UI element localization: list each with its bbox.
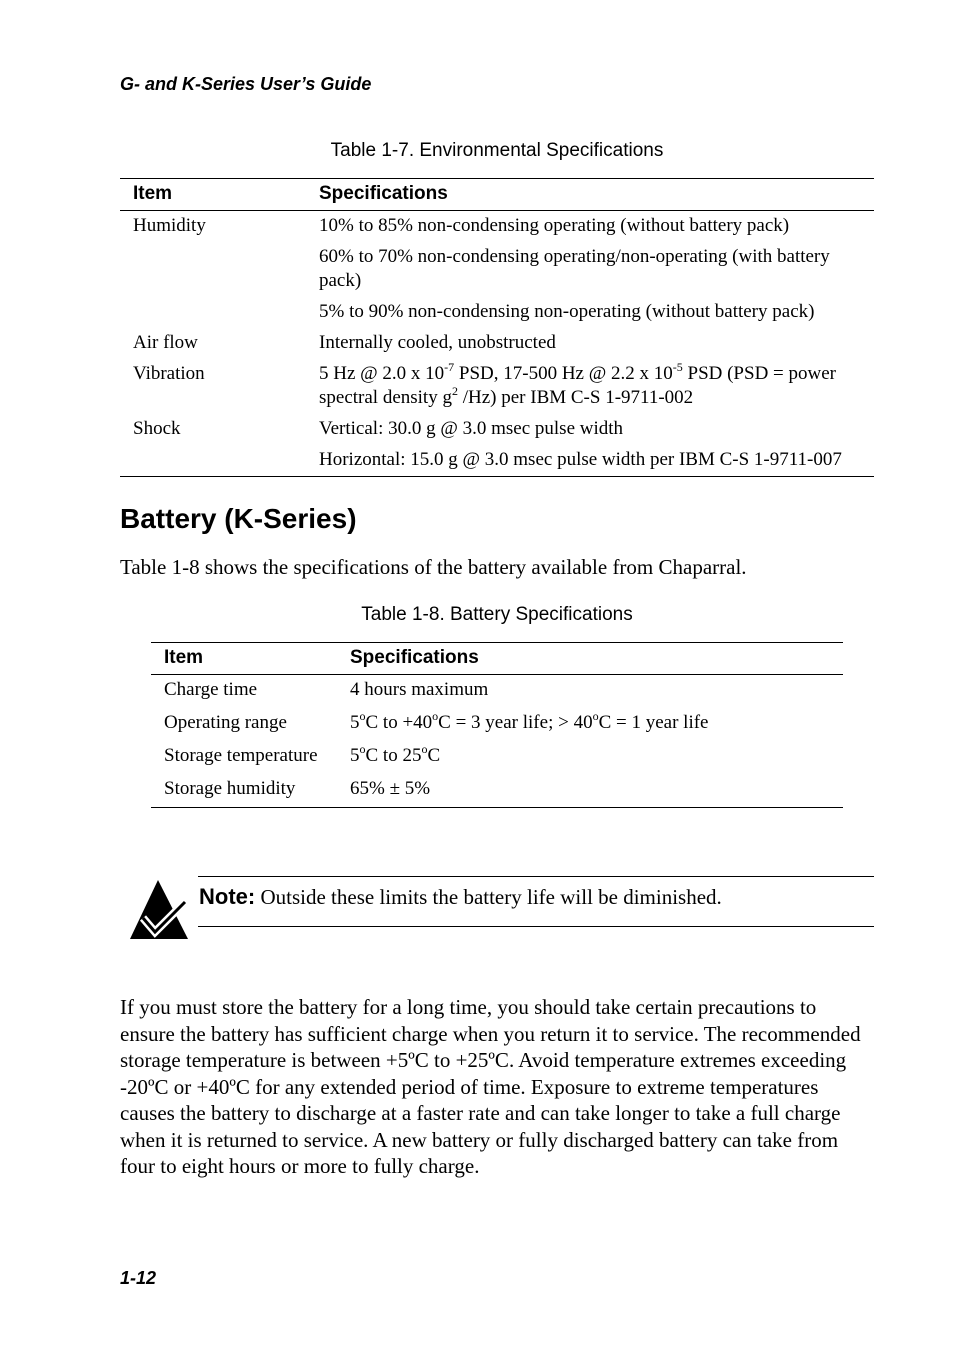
intro-paragraph: Table 1-8 shows the specifications of the battery available from Chaparral. xyxy=(120,555,747,579)
running-header: G- and K-Series User’s Guide xyxy=(120,74,372,94)
table-header-row xyxy=(151,643,843,675)
cell-item-air-flow: Air flow xyxy=(133,332,198,353)
battery-table-caption: Table 1-8. Battery Specifications xyxy=(361,604,633,625)
cell-spec-operating-range: 5$^o$C to $+40^oC = 3$ year life; > $40^oC = 1$ year life xyxy=(350,708,709,733)
table-row xyxy=(120,211,874,243)
cell-spec: Horizontal: 15.0 g @ 3.0 msec pulse width per IBM C-S 1-9711-007 xyxy=(319,445,874,477)
note-divider-bottom xyxy=(198,926,874,927)
column-header-specifications: Specifications xyxy=(319,179,874,211)
table-row xyxy=(120,359,874,414)
cell-item-storage-humidity: Storage humidity xyxy=(151,774,350,808)
column-header-item: Item xyxy=(120,179,319,211)
cell-item-storage-temperature: Storage temperature xyxy=(164,745,318,766)
cell-spec: 4 hours maximum xyxy=(350,679,489,700)
cell-item-charge-time: Charge time xyxy=(164,679,258,700)
note-label: Note: xyxy=(199,884,256,909)
table-row xyxy=(151,675,843,709)
table-row xyxy=(120,297,874,328)
table-row xyxy=(151,774,843,808)
cell-item-humidity: Humidity xyxy=(133,215,206,236)
cell-spec-vibration: 5 Hz @ 2.0 x $10^{-7}$ PSD, 17-500 Hz @ 2.2 x $10^{-5}$ PSD (PSD = power spectral density $g^2$ /Hz) per IBM C-S 1-9711-002 xyxy=(319,359,836,408)
page-number: 1-12 xyxy=(120,1268,157,1288)
section-title: Battery (K-Series) xyxy=(120,503,357,534)
table-row xyxy=(120,414,874,445)
cell-spec: 5% to 90% non-condensing non-operating (without battery pack) xyxy=(319,301,815,322)
cell-spec-storage-temperature: 5$^o$C to 25$^o$C xyxy=(350,741,441,766)
table-header-row xyxy=(120,179,874,211)
cell-spec: 65% ± 5% xyxy=(350,774,843,808)
cell-spec: Vertical: 30.0 g @ 3.0 msec pulse width xyxy=(319,418,624,439)
cell-spec: 10% to 85% non-condensing operating (without battery pack) xyxy=(319,215,790,236)
env-table-caption: Table 1-7. Environmental Specifications xyxy=(330,140,664,161)
cell-item-shock: Shock xyxy=(133,418,181,439)
battery-specifications-table xyxy=(151,642,843,808)
cell-spec: 60% to 70% non-condensing operating/non-operating (with battery pack) xyxy=(319,246,830,291)
cell-item-operating-range: Operating range xyxy=(164,712,287,733)
storage-paragraph: If you must store the battery for a long time, you should take certain precautions to ensure the battery has sufficient charge when you return it to service. The recommended storage temperature is between +5ºC to +25ºC. Avoid temperature extremes exceeding -20ºC or +40ºC for any extended period of time. Exposure to extreme temperatures causes the battery to discharge at a faster rate and can take longer to take a full charge when it is returned to service. A new battery or fully discharged battery can take from four to eight hours or more to fully charge. xyxy=(120,995,861,1178)
cell-item-vibration: Vibration xyxy=(133,363,205,384)
checkmark-triangle-icon xyxy=(129,878,189,940)
column-header-item: Item xyxy=(151,643,350,675)
column-header-specifications: Specifications xyxy=(350,643,843,675)
table-row xyxy=(151,708,843,741)
cell-spec: Internally cooled, unobstructed xyxy=(319,332,556,353)
table-row xyxy=(120,445,874,477)
environmental-specifications-table xyxy=(120,178,874,477)
note-divider-top xyxy=(198,876,874,877)
table-row xyxy=(120,242,874,297)
table-row xyxy=(151,741,843,774)
note-text: Note: Outside these limits the battery life will be diminished. xyxy=(199,884,722,909)
table-row xyxy=(120,328,874,359)
